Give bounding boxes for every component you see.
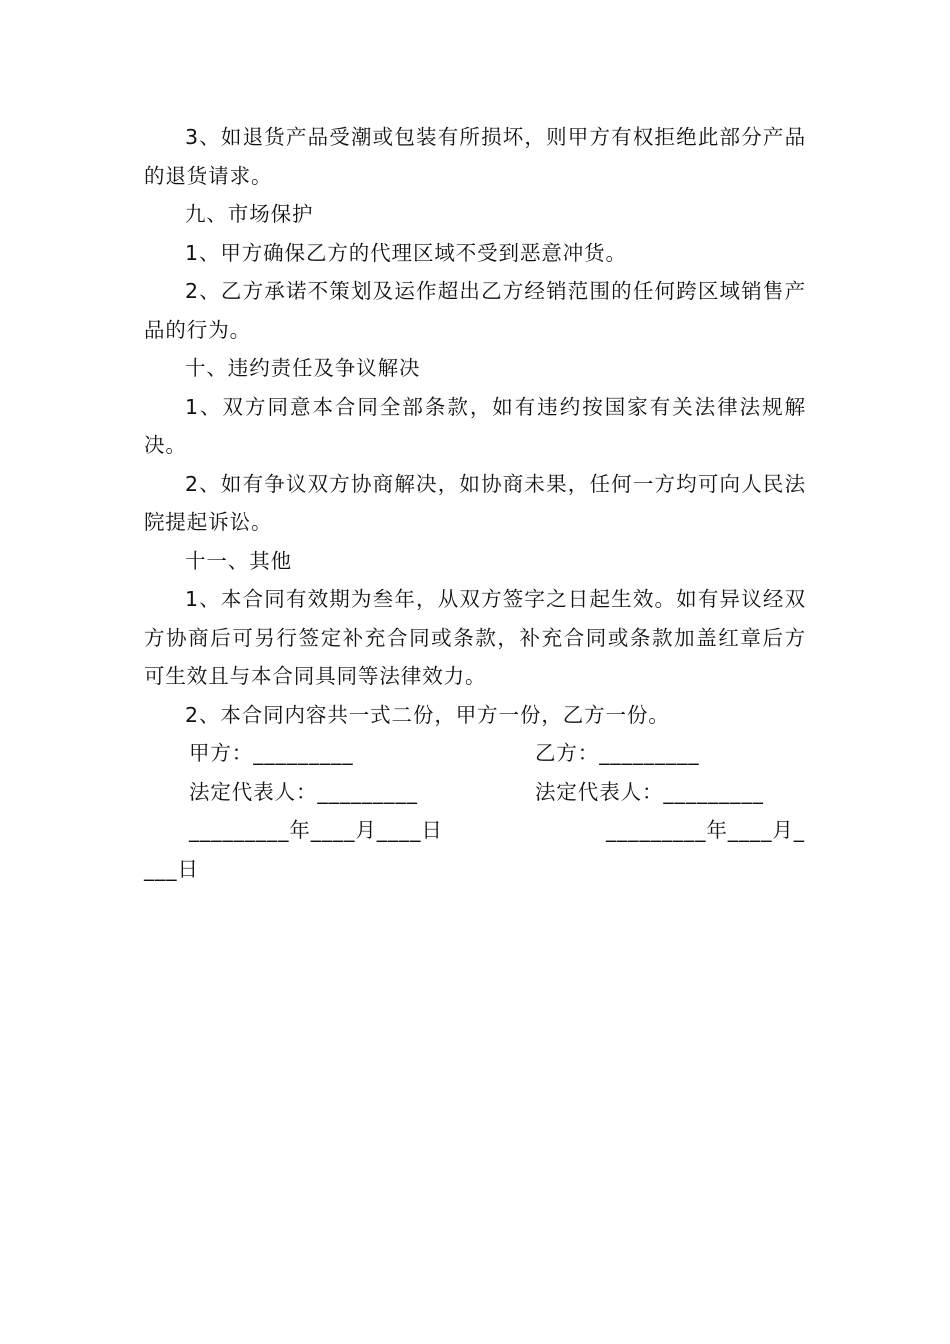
clause-10-1: 1、双方同意本合同全部条款，如有违约按国家有关法律法规解决。 bbox=[144, 394, 806, 457]
party-a-date: _________年____月____日 bbox=[189, 818, 443, 842]
party-a-representative: 法定代表人：_________ bbox=[189, 779, 418, 804]
clause-11-1: 1、本合同有效期为叁年，从双方签字之日起生效。如有异议经双方协商后可另行签定补充合同或条款，补充合同或条款加盖红章后方可生效且与本合同具同等法律效力。 bbox=[144, 587, 806, 688]
signature-representative-row bbox=[144, 773, 806, 812]
section-heading-11: 十一、其他 bbox=[185, 548, 292, 573]
signature-date-row bbox=[144, 811, 806, 850]
signature-party-row bbox=[144, 734, 806, 773]
party-b-representative: 法定代表人：_________ bbox=[535, 779, 764, 804]
clause-9-1: 1、甲方确保乙方的代理区域不受到恶意冲货。 bbox=[185, 240, 627, 265]
signature-date-continuation bbox=[144, 850, 806, 889]
document-body bbox=[144, 118, 806, 888]
clause-11-2: 2、本合同内容共一式二份，甲方一份，乙方一份。 bbox=[185, 702, 670, 727]
party-b-date: _________年____月_ bbox=[606, 818, 805, 842]
clause-9-2: 2、乙方承诺不策划及运作超出乙方经销范围的任何跨区域销售产品的行为。 bbox=[144, 279, 806, 342]
section-heading-9: 九、市场保护 bbox=[185, 202, 314, 226]
party-a-signature: 甲方：_________ bbox=[189, 741, 354, 765]
section-heading-10: 十、违约责任及争议解决 bbox=[185, 356, 421, 380]
clause-10-2: 2、如有争议双方协商解决，如协商未果，任何一方均可向人民法院提起诉讼。 bbox=[144, 471, 806, 534]
party-b-date-continuation: ___日 bbox=[144, 856, 199, 881]
clause-8-3: 3、如退货产品受潮或包装有所损坏，则甲方有权拒绝此部分产品的退货请求。 bbox=[144, 125, 806, 188]
party-b-signature: 乙方：_________ bbox=[535, 741, 700, 765]
